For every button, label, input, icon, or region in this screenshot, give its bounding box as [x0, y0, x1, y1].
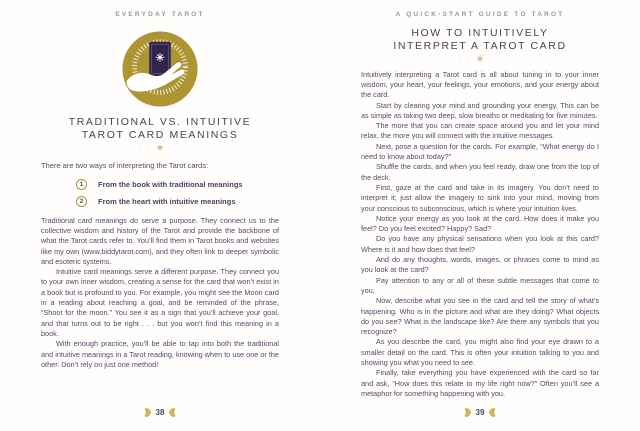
intro-text: There are two ways of interpreting the Tarot cards: — [41, 160, 209, 170]
dots-left: · · — [458, 56, 472, 63]
paragraph: With enough practice, you’ll be able to tap into both the traditional and intuitive meanings in a Tarot reading, knowing when to use one or the other. Don’t rely on just one method! — [41, 339, 279, 369]
running-head: A QUICK-START GUIDE TO TAROT — [395, 11, 565, 18]
paragraph: As you describe the card, you might also find your eye drawn to a smaller detail on the card. This is often your intuition talking to you and showing you what you need to see. — [361, 337, 599, 367]
dots-right: · · — [168, 145, 182, 152]
paragraph: Notice your energy as you look at the card. How does it make you feel? Do you feel excited? Happy? Sad? — [361, 213, 599, 234]
page-footer — [0, 407, 320, 418]
list-item-label: From the book with traditional meanings — [98, 179, 243, 189]
paragraph: Traditional card meanings do serve a purpose. They connect us to the collective wisdom and history of the Tarot and provide the backbone of what the Tarot cards refer to. You’ll find them in Tarot books and websites like my own (www.biddytarot.com), and they often link to deeper symbolic and esoteric systems. — [41, 215, 279, 266]
dots-right: · · — [488, 56, 502, 63]
paragraph: And do any thoughts, words, images, or phrases come to mind as you look at the card? — [361, 255, 599, 275]
star-icon: ✳ — [156, 143, 164, 154]
numbered-list — [76, 179, 279, 207]
page-number: 38 — [155, 408, 165, 417]
list-item-label: From the heart with intuitive meanings — [98, 196, 236, 206]
number-badge: 1 — [76, 179, 87, 190]
paragraph: Now, describe what you see in the card and tell the story of what’s happening. Who is in the picture and what are they doing? What objects do you see? What is the landscape like? Are there any symbols that you recognize? — [361, 296, 599, 337]
paragraph: Shuffle the cards, and when you feel ready, draw one from the top of the deck. — [361, 162, 599, 182]
hand-holding-tarot-card-icon — [121, 30, 199, 108]
list-item — [76, 179, 279, 190]
paragraph: Intuitively interpreting a Tarot card is all about tuning in to your inner wisdom, your heart, your feelings, your emotions, and your energy about the card. — [361, 69, 599, 100]
paragraph: Do you have any physical sensations when you look at this card? Where is it and how does that feel? — [361, 234, 599, 254]
paragraph: Finally, take everything you have experienced with the card so far and ask, “How does this relate to my life right now?” Often you’ll see a metaphor for something happening with you. — [361, 368, 599, 398]
body-text — [41, 216, 279, 370]
paragraph: The more that you can create space around you and let your mind relax, the more you will connect with the intuitive messages. — [361, 121, 599, 141]
star-icon: ✳ — [476, 54, 484, 65]
dots-left: · · — [138, 145, 152, 152]
paragraph: Intuitive card meanings serve a different purpose. They connect you to your own inner wisdom, creating a sense for the card that won’t exist in a book but is profound to you. For example, you might see the Moon card in a reading about reaching a goal, and be reminded of the phrase, “Shoot for the moon.” You see it as a sign that you’ll achieve your goal, and that turns out to be right . . . but you won’t find this meaning in a book. — [41, 267, 279, 338]
page-number: 39 — [475, 408, 485, 417]
paragraph: First, gaze at the card and take in its imagery. You don’t need to interpret it; just allow the imagery to sink into your mind, moving from your conscious to subconscious, which is where your intuition lives. — [361, 182, 599, 213]
ornament-divider — [361, 54, 599, 64]
crescent-moon-right-icon — [489, 407, 497, 418]
number-badge: 2 — [76, 196, 87, 207]
right-page — [320, 0, 640, 431]
paragraph: Next, pose a question for the cards. For example, “What energy do I need to know about today?” — [361, 141, 599, 162]
paragraph: Start by clearing your mind and grounding your energy. This can be as simple as taking two deep, slow breaths or meditating for five minutes. — [361, 100, 599, 120]
running-head: EVERYDAY TAROT — [115, 11, 205, 18]
ornament-divider — [41, 143, 279, 153]
page-title: HOW TO INTUITIVELY INTERPRET A TAROT CARD — [393, 27, 567, 52]
body-text — [361, 70, 599, 400]
chapter-icon-wrap — [41, 30, 279, 108]
page-footer — [320, 407, 640, 418]
crescent-moon-right-icon — [169, 407, 177, 418]
list-item — [76, 196, 279, 207]
page-title: TRADITIONAL VS. INTUITIVE TAROT CARD MEANINGS — [68, 116, 252, 141]
paragraph: Pay attention to any or all of these subtle messages that come to you. — [361, 275, 599, 295]
crescent-moon-left-icon — [143, 407, 151, 418]
crescent-moon-left-icon — [463, 407, 471, 418]
